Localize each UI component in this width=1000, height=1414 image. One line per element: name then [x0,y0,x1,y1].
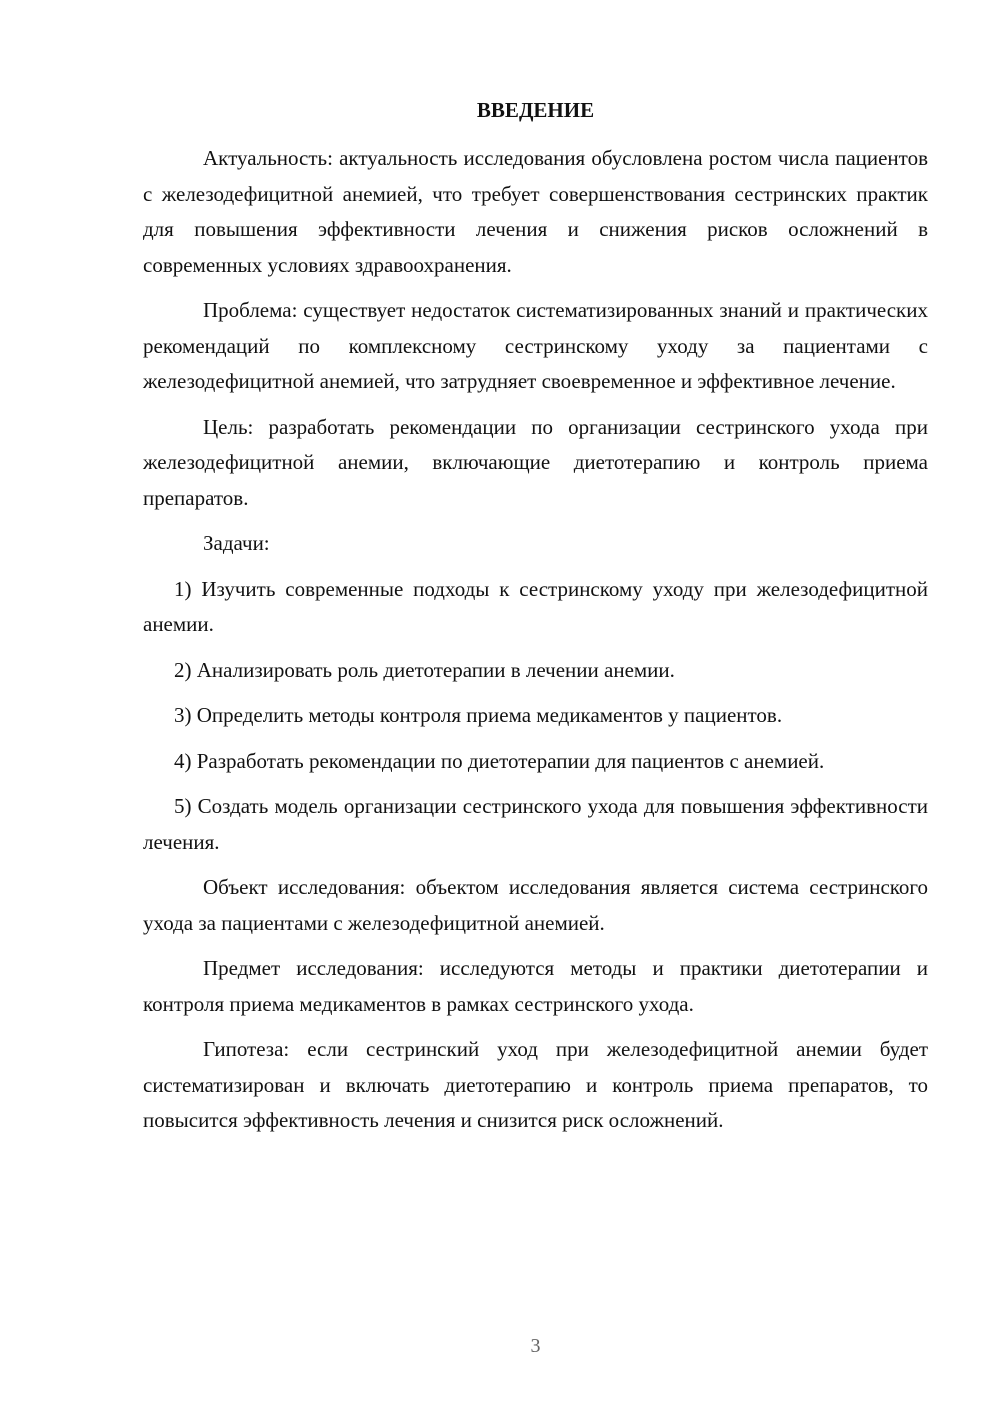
task-item-3: 3) Определить методы контроля приема медикаментов у пациентов. [174,703,783,727]
task-item-2: 2) Анализировать роль диетотерапии в лечении анемии. [174,657,675,682]
tasks-heading: Задачи: [203,531,270,555]
paragraph-problem: Проблема: существует недостаток систематизированных знаний и практических рекомендаций по комплексному сестринскому уходу за пациентами с железодефицитной анемией, что затрудняет своевременное и эффективное лечение. [143,298,928,393]
paragraph-subject: Предмет исследования: исследуются методы и практики диетотерапии и контроля приема медикаментов в рамках сестринского ухода. [143,956,928,1016]
page-content [143,92,928,1139]
paragraph-goal: Цель: разработать рекомендации по организации сестринского ухода при железодефицитной анемии, включающие диетотерапию и контроль приема препаратов. [143,414,928,510]
paragraph-hypothesis: Гипотеза: если сестринский уход при железодефицитной анемии будет систематизирован и включать диетотерапию и контроль приема препаратов, то повысится эффективность лечения и снизится риск осложнений. [143,1037,928,1132]
task-item-5: 5) Создать модель организации сестринского ухода для повышения эффективности лечения. [143,794,928,854]
paragraph-object: Объект исследования: объектом исследования является система сестринского ухода за пациентами с железодефицитной анемией. [143,875,928,935]
paragraph-relevance: Актуальность: актуальность исследования обусловлена ростом числа пациентов с железодефицитной анемией, что требует совершенствования сестринских практик для повышения эффективности лечения и снижения рисков осложнений в современных условиях здравоохранения. [143,146,928,277]
page-number: 3 [530,1335,541,1357]
page-title: ВВЕДЕНИЕ [476,98,595,122]
task-item-1: 1) Изучить современные подходы к сестринскому уходу при железодефицитной анемии. [143,576,928,636]
task-item-4: 4) Разработать рекомендации по диетотерапии для пациентов с анемией. [174,748,825,773]
